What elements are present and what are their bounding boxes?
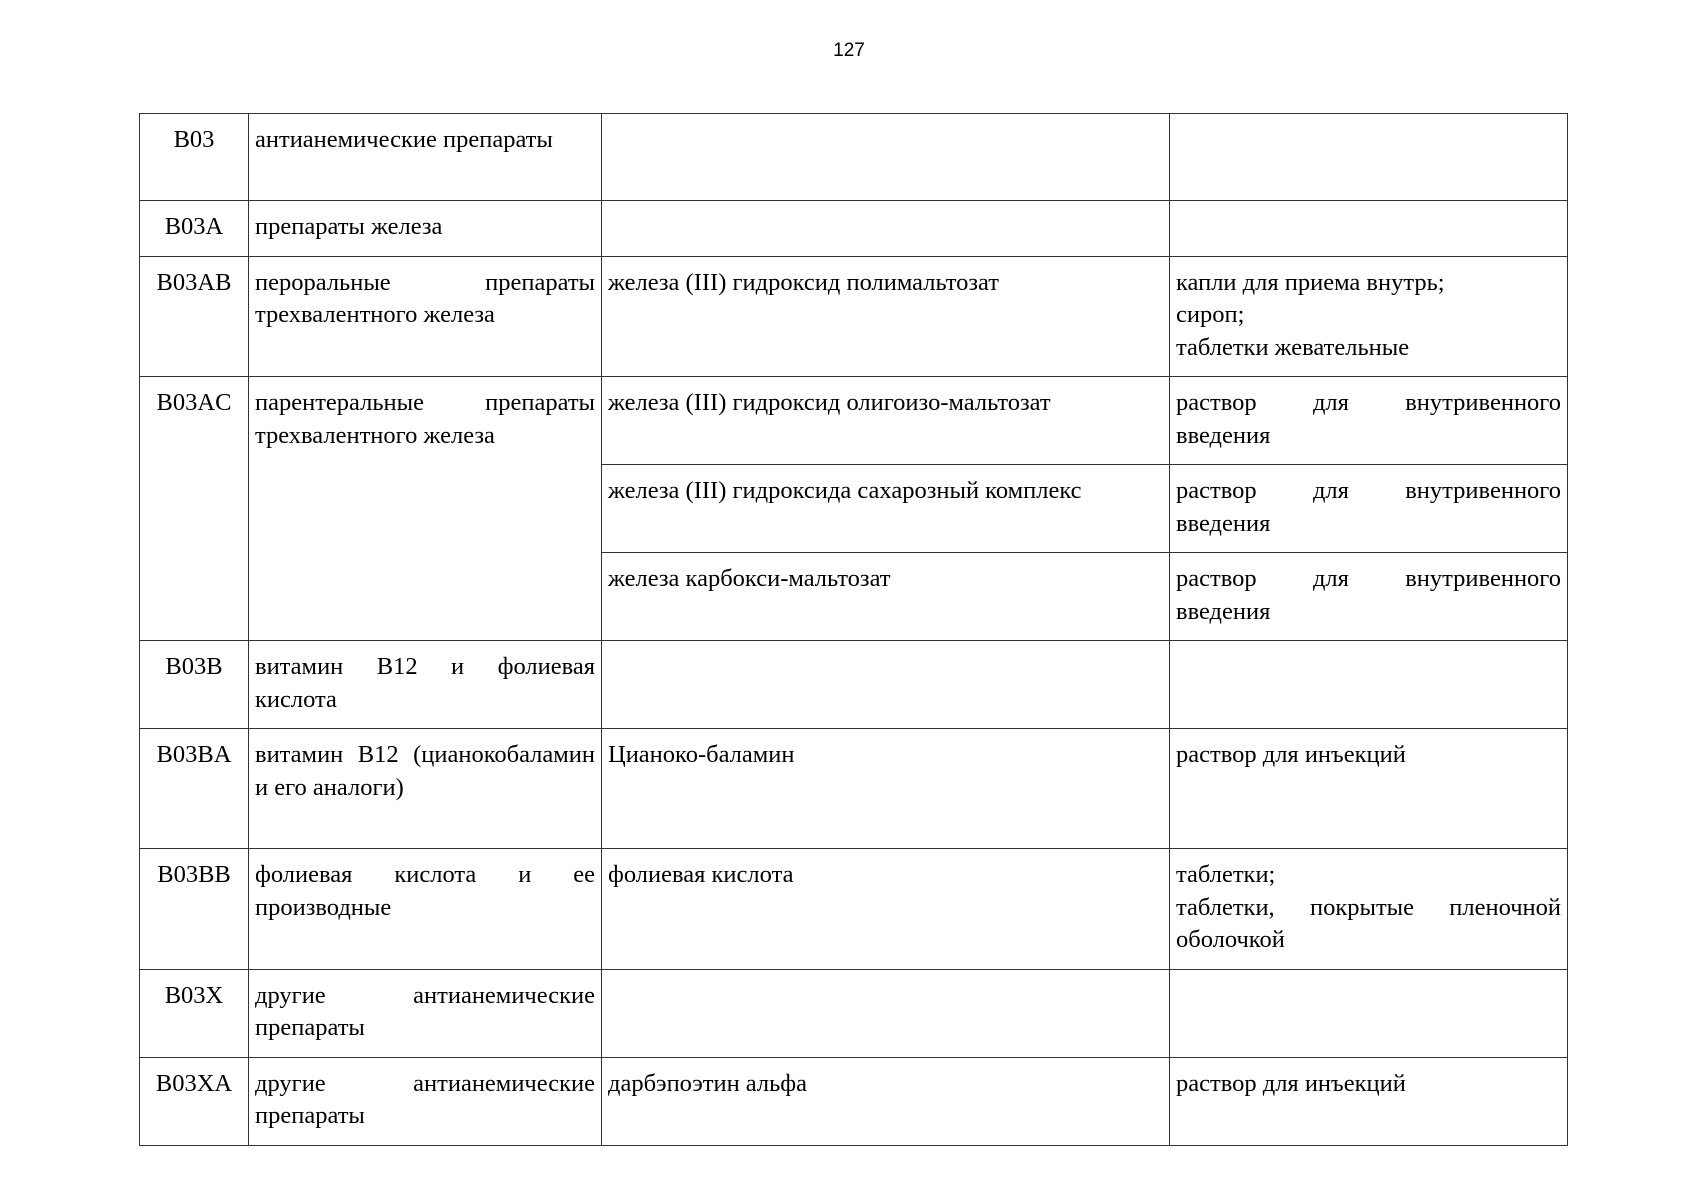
drug-name: Цианоко-баламин bbox=[602, 729, 1170, 849]
table-row bbox=[140, 377, 1568, 465]
dosage-form-list bbox=[1170, 849, 1568, 970]
atc-code: B03AC bbox=[140, 377, 249, 641]
dosage-form: таблетки жевательные bbox=[1176, 333, 1410, 361]
table-row bbox=[140, 729, 1568, 849]
table-row bbox=[140, 201, 1568, 257]
dosage-form-list bbox=[1170, 256, 1568, 377]
dosage-form: капли для приема внутрь; bbox=[1176, 268, 1445, 296]
drug-name bbox=[602, 641, 1170, 729]
drug-name: фолиевая кислота bbox=[602, 849, 1170, 970]
dosage-form bbox=[1170, 114, 1568, 201]
dosage-form: таблетки; bbox=[1176, 861, 1276, 888]
group-name: другие антианемические препараты bbox=[249, 1057, 602, 1145]
group-name: парентеральные препараты трехвалентного железа bbox=[249, 377, 602, 641]
drug-name: железа (III) гидроксида сахарозный комплекс bbox=[602, 465, 1170, 553]
drug-name: дарбэпоэтин альфа bbox=[602, 1057, 1170, 1145]
table-row bbox=[140, 1057, 1568, 1145]
drug-classification-table bbox=[139, 113, 1568, 1146]
dosage-form bbox=[1170, 641, 1568, 729]
dosage-form: раствор для внутривенного введения bbox=[1170, 553, 1568, 641]
drug-name: железа (III) гидроксид полимальтозат bbox=[602, 256, 1170, 377]
table-row bbox=[140, 849, 1568, 970]
atc-code: B03B bbox=[140, 641, 249, 729]
group-name: фолиевая кислота и ее производные bbox=[249, 849, 602, 970]
drug-name: железа карбокси-мальтозат bbox=[602, 553, 1170, 641]
group-name: препараты железа bbox=[249, 201, 602, 257]
group-name: витамин В12 и фолиевая кислота bbox=[249, 641, 602, 729]
table-row bbox=[140, 969, 1568, 1057]
dosage-form: раствор для инъекций bbox=[1170, 1057, 1568, 1145]
dosage-form: раствор для внутривенного введения bbox=[1170, 465, 1568, 553]
atc-code: B03XA bbox=[140, 1057, 249, 1145]
dosage-form: таблетки, покрытые пленочной оболочкой bbox=[1176, 893, 1561, 953]
table-row bbox=[140, 641, 1568, 729]
atc-code: B03AB bbox=[140, 256, 249, 377]
dosage-form: сироп; bbox=[1176, 301, 1245, 328]
atc-code: B03 bbox=[140, 114, 249, 201]
group-name: пероральные препараты трехвалентного железа bbox=[249, 256, 602, 377]
drug-name: железа (III) гидроксид олигоизо-мальтозат bbox=[602, 377, 1170, 465]
dosage-form: раствор для инъекций bbox=[1170, 729, 1568, 849]
atc-code: B03A bbox=[140, 201, 249, 257]
group-name: другие антианемические препараты bbox=[249, 969, 602, 1057]
dosage-form bbox=[1170, 969, 1568, 1057]
dosage-form bbox=[1170, 201, 1568, 257]
atc-code: B03BA bbox=[140, 729, 249, 849]
drug-name bbox=[602, 969, 1170, 1057]
group-name: витамин В12 (цианокобаламин и его аналоги) bbox=[249, 729, 602, 849]
page-number: 127 bbox=[833, 40, 865, 61]
table-row bbox=[140, 256, 1568, 377]
table-row bbox=[140, 114, 1568, 201]
group-name: антианемические препараты bbox=[249, 114, 602, 201]
dosage-form: раствор для внутривенного введения bbox=[1170, 377, 1568, 465]
drug-name bbox=[602, 201, 1170, 257]
atc-code: B03X bbox=[140, 969, 249, 1057]
atc-code: B03BB bbox=[140, 849, 249, 970]
drug-name bbox=[602, 114, 1170, 201]
